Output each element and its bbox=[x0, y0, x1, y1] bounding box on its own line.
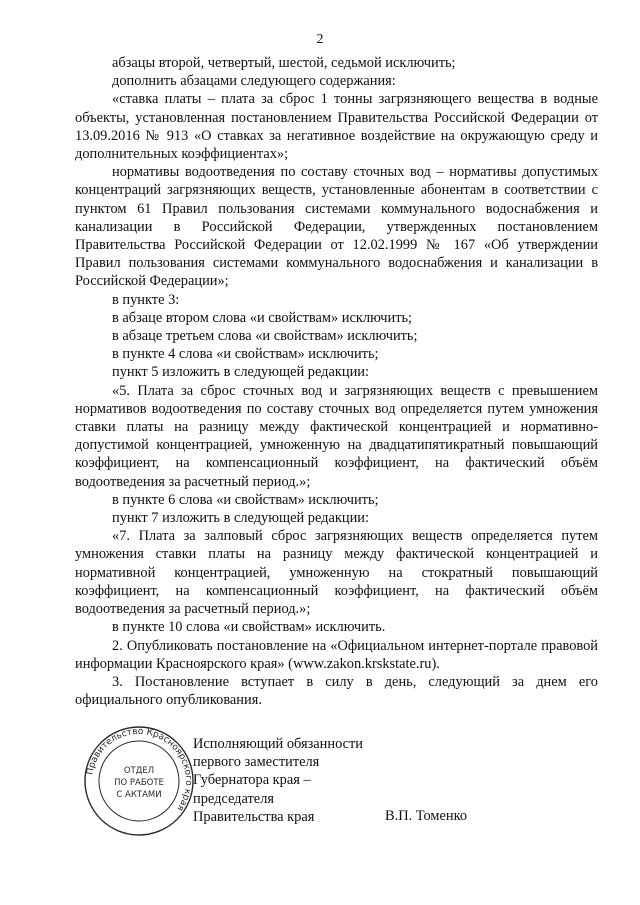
paragraph: в пункте 6 слова «и свойствам» исключить; bbox=[112, 491, 379, 508]
paragraph: дополнить абзацами следующего содержания: bbox=[112, 73, 396, 90]
paragraph: «ставка платы – плата за сброс 1 тонны загрязняющего вещества в водные объекты, установленная постановлением Правительства Российской Федерации от 13.09.2016 № 913 «О ставках за негативное воздействие на окружающую среду и дополнительных коэффициентах»; bbox=[75, 91, 598, 163]
paragraph: 3. Постановление вступает в силу в день, следующий за днем его официального опубликования. bbox=[75, 673, 598, 709]
position-line: первого заместителя bbox=[193, 754, 320, 771]
position-line: Губернатора края – bbox=[193, 772, 311, 789]
signer-name: В.П. Томенко bbox=[385, 808, 468, 824]
paragraph: в пункте 3: bbox=[112, 291, 180, 308]
position-line: председателя bbox=[193, 790, 274, 807]
signature-position bbox=[193, 735, 363, 826]
paragraph: в пункте 10 слова «и свойствам» исключить. bbox=[112, 619, 386, 636]
position-line: Правительства края bbox=[193, 808, 315, 825]
stamp-inner-line: С АКТАМИ bbox=[116, 790, 162, 800]
page-number: 2 bbox=[316, 32, 324, 47]
paragraph: пункт 5 изложить в следующей редакции: bbox=[112, 364, 369, 381]
stamp-outer-text: Правительство Красноярского края bbox=[85, 726, 194, 813]
paragraph: «7. Плата за залповый сброс загрязняющих веществ определяется путем умножения ставки платы на разницу между фактической концентрацией и нормативной концентрацией, умноженную на стократный повышающий коэффициент, на компенсационный коэффициент, на фактический объём водоотведения за расчетный период.»; bbox=[75, 528, 598, 618]
stamp-inner-line: ОТДЕЛ bbox=[123, 766, 155, 776]
paragraph: абзацы второй, четвертый, шестой, седьмой исключить; bbox=[112, 55, 456, 71]
paragraph: в абзаце втором слова «и свойствам» исключить; bbox=[112, 309, 413, 326]
paragraph: «5. Плата за сброс сточных вод и загрязняющих веществ с превышением нормативов водоотведения по составу сточных вод определяется путем умножения ставки платы на разницу между фактической концентрацией и нормативно-допустимой концентрацией, умноженную на двадцатипятикратный повышающий коэффициент, на компенсационный коэффициент, на фактический объём водоотведения за расчетный период.»; bbox=[75, 382, 598, 490]
paragraph: пункт 7 изложить в следующей редакции: bbox=[112, 510, 369, 527]
document-body bbox=[75, 54, 598, 709]
stamp-inner-line: ПО РАБОТЕ bbox=[114, 778, 164, 788]
paragraph: 2. Опубликовать постановление на «Официальном интернет-портале правовой информации Красноярского края» (www.zakon.krskstate.ru). bbox=[75, 637, 598, 672]
paragraph: нормативы водоотведения по составу сточных вод – нормативы допустимых концентраций загрязняющих веществ, установленные абонентам в соответствии с пунктом 61 Правил пользования системами коммунального водоснабжения и канализации в Российской Федерации, утвержденных постановлением Правительства Российской Федерации от 12.02.1999 № 167 «Об утверждении Правил пользования системами коммунального водоснабжения и канализации в Российской Федерации»; bbox=[75, 164, 598, 290]
stamp bbox=[83, 725, 195, 837]
paragraph: в абзаце третьем слова «и свойствам» исключить; bbox=[112, 328, 418, 345]
position-line: Исполняющий обязанности bbox=[193, 736, 364, 752]
paragraph: в пункте 4 слова «и свойствам» исключить; bbox=[112, 346, 379, 363]
